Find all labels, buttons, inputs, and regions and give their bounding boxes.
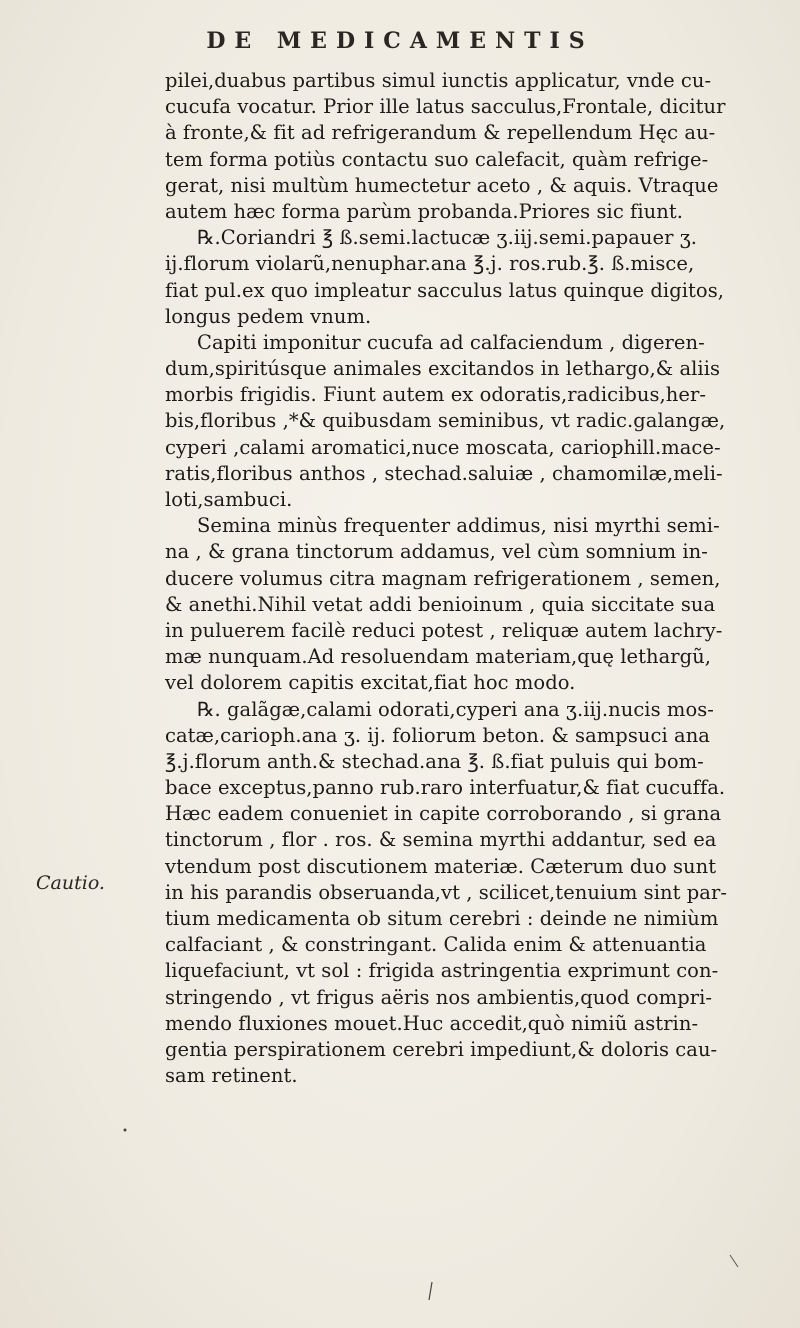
text-line: liquefaciunt, vt sol : frigida astringentia exprimunt con- <box>165 959 719 983</box>
text-line: ij.florum violarũ,nenuphar.ana ℥.j. ros.rub.℥. ß.misce, <box>165 252 695 276</box>
text-line: in his parandis obseruanda,vt , scilicet,tenuium sint par- <box>165 880 727 904</box>
text-line: Hæc eadem conueniet in capite corroborando , si grana <box>165 802 722 826</box>
text-line: & anethi.Nihil vetat addi benioinum , quia siccitate sua <box>165 592 716 616</box>
text-line: gerat, nisi multùm humectetur aceto , & aquis. Vtraque <box>165 173 719 197</box>
text-line: autem hæc forma parùm probanda.Priores sic fiunt. <box>165 199 683 223</box>
text-line: tium medicamenta ob situm cerebri : deinde ne nimiùm <box>165 907 719 930</box>
text-line: mendo fluxiones mouet.Huc accedit,quò nimiũ astrin- <box>165 1011 699 1035</box>
speck <box>730 1255 738 1267</box>
text-line: ℥.j.florum anth.& stechad.ana ℥. ß.fiat puluis qui bom- <box>165 749 704 773</box>
text-line: pilei,duabus partibus simul iunctis applicatur, vnde cu- <box>165 69 712 92</box>
speck <box>124 1129 127 1132</box>
text-line: bis,floribus ,*& quibusdam seminibus, vt radic.galangæ, <box>165 409 726 433</box>
text-line: ratis,floribus anthos , stechad.saluiæ , chamomilæ,meli- <box>165 461 723 485</box>
text-line: tem forma potiùs contactu suo calefacit, quàm refrige- <box>165 147 709 171</box>
text-line: bace exceptus,panno rub.raro interfuatur,& fiat cucuffa. <box>165 776 726 800</box>
text-line: in puluerem facilè reduci potest , reliquæ autem lachry- <box>165 618 723 642</box>
text-line: longus pedem vnum. <box>165 304 372 328</box>
text-line: ducere volumus citra magnam refrigerationem , semen, <box>165 566 721 590</box>
recipe-line: ℞.Coriandri ℥ ß.semi.lactucæ ʒ.iij.semi.papauer ʒ. <box>197 226 698 250</box>
text-line: cucufa vocatur. Prior ille latus sacculus,Frontale, dicitur <box>165 95 726 119</box>
text-line: vtendum post discutionem materiæ. Cæterum duo sunt <box>165 854 717 878</box>
text-line: à fronte,& fit ad refrigerandum & repellendum Hęc au- <box>165 121 716 145</box>
paragraph-start-line: Capiti imponitur cucufa ad calfaciendum , digeren- <box>197 330 705 354</box>
recipe-line: ℞. galãgæ,calami odorati,cyperi ana ʒ.iij.nucis mos- <box>197 697 714 721</box>
text-line: vel dolorem capitis excitat,fiat hoc modo. <box>165 671 576 695</box>
text-line: gentia perspirationem cerebri impediunt,& doloris cau- <box>165 1037 718 1061</box>
text-line: catæ,carioph.ana ʒ. ij. foliorum beton. & sampsuci ana <box>165 723 710 747</box>
text-line: stringendo , vt frigus aëris nos ambientis,quod compri- <box>165 985 713 1009</box>
speck <box>429 1282 432 1300</box>
text-line: calfaciant , & constringant. Calida enim & attenuantia <box>165 933 707 957</box>
text-line: dum,spiritúsque animales excitandos in lethargo,& aliis <box>165 357 721 381</box>
text-line: loti,sambuci. <box>165 488 293 511</box>
margin-note: Cautio. <box>36 872 105 894</box>
text-line: fiat pul.ex quo impleatur sacculus latus quinque digitos, <box>165 278 725 302</box>
running-head: DE MEDICAMENTIS <box>206 28 594 54</box>
text-line: tinctorum , flor . ros. & semina myrthi addantur, sed ea <box>165 828 717 852</box>
text-line: morbis frigidis. Fiunt autem ex odoratis,radicibus,her- <box>165 383 707 407</box>
text-line: na , & grana tinctorum addamus, vel cùm somnium in- <box>165 540 708 564</box>
body-text <box>165 68 785 1089</box>
paragraph-start-line: Semina minùs frequenter addimus, nisi myrthi semi- <box>197 514 720 538</box>
text-line: sam retinent. <box>165 1064 298 1088</box>
text-line: mæ nunquam.Ad resoluendam materiam,quę lethargũ, <box>165 645 712 669</box>
text-line: cyperi ,calami aromatici,nuce moscata, cariophill.mace- <box>165 435 721 459</box>
